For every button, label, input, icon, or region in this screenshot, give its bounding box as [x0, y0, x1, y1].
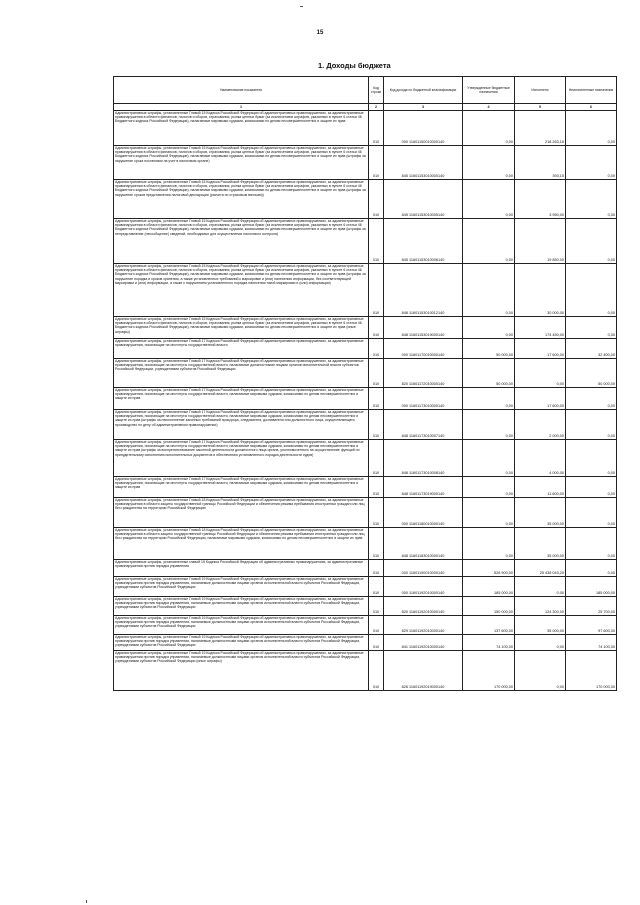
- budget-code-cell: 845 11601153010000140: [384, 146, 463, 180]
- line-code-cell: 010: [369, 219, 384, 264]
- table-row: [114, 317, 617, 339]
- header-name: Наименование показателя: [114, 77, 369, 104]
- page-number: 15: [316, 30, 324, 36]
- executed-cell: 17 600,00: [515, 339, 566, 359]
- budget-code-cell: 826 11601192019000140: [384, 651, 463, 691]
- header-line-code: Код строки: [369, 77, 384, 104]
- indicator-name-cell: Административные штрафы, установленные Главой 15 Кодекса Российской Федерации об административных правонарушениях, за административные правонарушения в области финансов, налогов и сборов, страхования, рынка ценных бумаг (за исключением штрафов, указанных в пункте 6 статьи 46 Бюджетного кодекса Российской Федерации), налагаемые мировыми судьями, комиссиями по делам несовершеннолетних и защите их прав (иные штрафы): [114, 317, 369, 339]
- scan-mark: [300, 6, 303, 7]
- indicator-name-cell: Административные штрафы, установленные Главой 15 Кодекса Российской Федерации об административных правонарушениях, за административные правонарушения в области финансов, налогов и сборов, страхования, рынка ценных бумаг (за исключением штрафов, указанных в пункте 6 статьи 46 Бюджетного кодекса Российской Федерации), налагаемые мировыми судьями, комиссиями по делам несовершеннолетних и защите их прав: [114, 111, 369, 146]
- indicator-name-cell: Административные штрафы, установленные Главой 19 Кодекса Российской Федерации об административных правонарушениях, за административные правонарушения против порядка управления, налагаемые должностными лицами органов исполнительной власти субъектов Российской Федерации, учреждениями субъектов Российской Федерации: [114, 577, 369, 597]
- unexecuted-cell: 0,00: [566, 498, 617, 528]
- budget-code-cell: 000 11601190010000140: [384, 560, 463, 577]
- approved-cell: 137 600,00: [463, 616, 515, 635]
- executed-cell: 19 850,00: [515, 219, 566, 264]
- column-number: 6: [566, 104, 617, 111]
- table-row: [114, 616, 617, 635]
- executed-cell: 174 450,00: [515, 317, 566, 339]
- section-title: 1. Доходы бюджета: [318, 61, 391, 70]
- header-budget-code: Код дохода по бюджетной классификации: [384, 77, 463, 104]
- unexecuted-cell: 0,00: [566, 560, 617, 577]
- indicator-name-cell: Административные штрафы, установленные Главой 17 Кодекса Российской Федерации об административных правонарушениях, за административные правонарушения, посягающие на институты государственной власти, налагаемые должностными лицами органов исполнительной власти субъектов Российской Федерации, учреждениями субъектов Российской Федерации: [114, 359, 369, 388]
- budget-code-cell: 000 11601150010000140: [384, 111, 463, 146]
- table-row: [114, 111, 617, 146]
- budget-code-cell: 845 11601153010005140: [384, 180, 463, 219]
- executed-cell: 0,00: [515, 577, 566, 597]
- line-code-cell: 010: [369, 264, 384, 317]
- approved-cell: 0,00: [463, 317, 515, 339]
- approved-cell: 0,00: [463, 264, 515, 317]
- approved-cell: 150 000,00: [463, 597, 515, 616]
- table-row: [114, 440, 617, 477]
- approved-cell: 0,00: [463, 528, 515, 560]
- line-code-cell: 010: [369, 651, 384, 691]
- table-row: [114, 498, 617, 528]
- table-header-row: [114, 77, 617, 104]
- line-code-cell: 010: [369, 498, 384, 528]
- line-code-cell: 010: [369, 339, 384, 359]
- approved-cell: 185 000,00: [463, 577, 515, 597]
- approved-cell: 50 000,00: [463, 359, 515, 388]
- indicator-name-cell: Административные штрафы, установленные Главой 19 Кодекса Российской Федерации об административных правонарушениях, за административные правонарушения против порядка управления, налагаемые должностными лицами органов исполнительной власти субъектов Российской Федерации, учреждениями субъектов Российской Федерации: [114, 616, 369, 635]
- table-row: [114, 635, 617, 651]
- approved-cell: 0,00: [463, 440, 515, 477]
- approved-cell: 0,00: [463, 219, 515, 264]
- budget-code-cell: 848 11601153010012140: [384, 264, 463, 317]
- column-number: 5: [515, 104, 566, 111]
- table-row: [114, 477, 617, 498]
- column-number: 4: [463, 104, 515, 111]
- unexecuted-cell: 32 400,00: [566, 339, 617, 359]
- budget-code-cell: 848 11601173019000140: [384, 477, 463, 498]
- executed-cell: 30 000,00: [515, 264, 566, 317]
- budget-code-cell: 829 11601192010000140: [384, 616, 463, 635]
- line-code-cell: 010: [369, 180, 384, 219]
- line-code-cell: 010: [369, 597, 384, 616]
- budget-code-cell: 000 11601192010000140: [384, 577, 463, 597]
- line-code-cell: 010: [369, 477, 384, 498]
- column-numbers-row: [114, 104, 617, 111]
- line-code-cell: 010: [369, 388, 384, 410]
- indicator-name-cell: Административные штрафы, установленные Главой 18 Кодекса Российской Федерации об административных правонарушениях, за административные правонарушения в области защиты государственной границы Российской Федерации и обеспечения режима пребывания иностранных граждан или лиц без гражданства на территории Российской Федерации: [114, 498, 369, 528]
- unexecuted-cell: 0,00: [566, 180, 617, 219]
- scan-mark: [86, 900, 87, 903]
- line-code-cell: 010: [369, 528, 384, 560]
- table-row: [114, 577, 617, 597]
- executed-cell: 25 438 043,20: [515, 560, 566, 577]
- executed-cell: 124 300,00: [515, 597, 566, 616]
- unexecuted-cell: 0,00: [566, 111, 617, 146]
- approved-cell: 526 900,00: [463, 560, 515, 577]
- executed-cell: 0,00: [515, 651, 566, 691]
- executed-cell: 2 000,00: [515, 410, 566, 440]
- indicator-name-cell: Административные штрафы, установленные Главой 17 Кодекса Российской Федерации об административных правонарушениях, за административные правонарушения, посягающие на институты государственной власти, налагаемые мировыми судьями, комиссиями по делам несовершеннолетних и защите их прав: [114, 477, 369, 498]
- table-row: [114, 339, 617, 359]
- table-row: [114, 359, 617, 388]
- approved-cell: 0,00: [463, 388, 515, 410]
- line-code-cell: 010: [369, 560, 384, 577]
- indicator-name-cell: Административные штрафы, установленные Главой 15 Кодекса Российской Федерации об административных правонарушениях, за административные правонарушения в области финансов, налогов и сборов, страхования, рынка ценных бумаг (за исключением штрафов, указанных в пункте 6 статьи 46 Бюджетного кодекса Российской Федерации), налагаемые мировыми судьями, комиссиями по делам несовершеннолетних и защите их прав (штрафы за нарушение сроков представления налоговой декларации (расчета по страховым взносам)): [114, 180, 369, 219]
- unexecuted-cell: 170 000,00: [566, 651, 617, 691]
- indicator-name-cell: Административные штрафы, установленные Главой 15 Кодекса Российской Федерации об административных правонарушениях, за административные правонарушения в области финансов, налогов и сборов, страхования, рынка ценных бумаг (за исключением штрафов, указанных в пункте 6 статьи 46 Бюджетного кодекса Российской Федерации), налагаемые мировыми судьями, комиссиями по делам несовершеннолетних и защите их прав (штрафы за нарушение порядка и сроков хранения, а также установленных требований к маркировке и (или) нанесению информации, без соответствующей маркировки и (или) информации, а также с нарушением установленного порядка нанесения такой маркировки и (или) информации): [114, 264, 369, 317]
- header-unexecuted: Неисполненные назначения: [566, 77, 617, 104]
- executed-cell: 35 000,00: [515, 498, 566, 528]
- table-row: [114, 528, 617, 560]
- budget-code-cell: 848 11601153019000140: [384, 317, 463, 339]
- executed-cell: 11 600,00: [515, 477, 566, 498]
- line-code-cell: 010: [369, 146, 384, 180]
- indicator-name-cell: Административные штрафы, установленные Главой 18 Кодекса Российской Федерации об административных правонарушениях, за административные правонарушения в области защиты государственной границы Российской Федерации и обеспечения режима пребывания иностранных граждан или лиц без гражданства на территории Российской Федерации, налагаемые мировыми судьями, комиссиями по делам несовершеннолетних и защите их прав: [114, 528, 369, 560]
- executed-cell: 17 600,00: [515, 388, 566, 410]
- table-row: [114, 219, 617, 264]
- executed-cell: 35 000,00: [515, 616, 566, 635]
- approved-cell: 170 000,00: [463, 651, 515, 691]
- line-code-cell: 010: [369, 410, 384, 440]
- approved-cell: 0,00: [463, 180, 515, 219]
- table-row: [114, 560, 617, 577]
- table-row: [114, 597, 617, 616]
- column-number: 1: [114, 104, 369, 111]
- approved-cell: 0,00: [463, 111, 515, 146]
- indicator-name-cell: Административные штрафы, установленные Главой 19 Кодекса Российской Федерации об административных правонарушениях, за административные правонарушения против порядка управления, налагаемые должностными лицами органов исполнительной власти субъектов Российской Федерации, учреждениями субъектов Российской Федерации: [114, 597, 369, 616]
- table-row: [114, 180, 617, 219]
- unexecuted-cell: 0,00: [566, 528, 617, 560]
- unexecuted-cell: 0,00: [566, 477, 617, 498]
- table-row: [114, 264, 617, 317]
- table-row: [114, 388, 617, 410]
- executed-cell: 0,00: [515, 359, 566, 388]
- budget-code-cell: 848 11601173010008140: [384, 440, 463, 477]
- budget-code-cell: 845 11601153010006140: [384, 219, 463, 264]
- budget-code-cell: 000 11601170010000140: [384, 339, 463, 359]
- budget-code-cell: 820 11601172010000140: [384, 359, 463, 388]
- line-code-cell: 010: [369, 616, 384, 635]
- executed-cell: 35 000,00: [515, 528, 566, 560]
- line-code-cell: 010: [369, 111, 384, 146]
- unexecuted-cell: 25 700,00: [566, 597, 617, 616]
- unexecuted-cell: 97 600,00: [566, 616, 617, 635]
- approved-cell: 74 100,00: [463, 635, 515, 651]
- budget-code-cell: 841 11601192010000140: [384, 635, 463, 651]
- unexecuted-cell: 0,00: [566, 264, 617, 317]
- indicator-name-cell: Административные штрафы, установленные главой 19 Кодекса Российской Федерации об административных правонарушениях, за административные правонарушения против порядка управления: [114, 560, 369, 577]
- executed-cell: 393,15: [515, 146, 566, 180]
- budget-code-cell: 848 11601173010007140: [384, 410, 463, 440]
- unexecuted-cell: 0,00: [566, 388, 617, 410]
- line-code-cell: 010: [369, 359, 384, 388]
- approved-cell: 0,00: [463, 477, 515, 498]
- budget-code-cell: 848 11601183010000140: [384, 528, 463, 560]
- indicator-name-cell: Административные штрафы, установленные Главой 15 Кодекса Российской Федерации об административных правонарушениях, за административные правонарушения в области финансов, налогов и сборов, страхования, рынка ценных бумаг (за исключением штрафов, указанных в пункте 6 статьи 46 Бюджетного кодекса Российской Федерации), налагаемые мировыми судьями, комиссиями по делам несовершеннолетних и защите их прав (штрафы за непредставление (несообщение) сведений, необходимых для осуществления налогового контроля): [114, 219, 369, 264]
- executed-cell: 4 000,00: [515, 440, 566, 477]
- budget-code-cell: 000 11601173010000140: [384, 388, 463, 410]
- column-number: 2: [369, 104, 384, 111]
- approved-cell: 0,00: [463, 498, 515, 528]
- indicator-name-cell: Административные штрафы, установленные Главой 19 Кодекса Российской Федерации об административных правонарушениях, за административные правонарушения против порядка управления, налагаемые должностными лицами органов исполнительной власти субъектов Российской Федерации, учреждениями субъектов Российской Федерации: [114, 635, 369, 651]
- table-row: [114, 146, 617, 180]
- column-number: 3: [384, 104, 463, 111]
- unexecuted-cell: 50 000,00: [566, 359, 617, 388]
- table-row: [114, 410, 617, 440]
- header-approved: Утвержденные бюджетные назначения: [463, 77, 515, 104]
- indicator-name-cell: Административные штрафы, установленные Главой 15 Кодекса Российской Федерации об административных правонарушениях, за административные правонарушения в области финансов, налогов и сборов, страхования, рынка ценных бумаг (за исключением штрафов, указанных в пункте 6 статьи 46 Бюджетного кодекса Российской Федерации), налагаемые мировыми судьями, комиссиями по делам несовершеннолетних и защите их прав (штрафы за нарушение срока постановки на учет в налоговом органе): [114, 146, 369, 180]
- indicator-name-cell: Административные штрафы, установленные Главой 17 Кодекса Российской Федерации об административных правонарушениях, за административные правонарушения, посягающие на институты государственной власти: [114, 339, 369, 359]
- unexecuted-cell: 0,00: [566, 440, 617, 477]
- header-executed: Исполнено: [515, 77, 566, 104]
- indicator-name-cell: Административные штрафы, установленные Главой 17 Кодекса Российской Федерации об административных правонарушениях, за административные правонарушения, посягающие на институты государственной власти, налагаемые мировыми судьями, комиссиями по делам несовершеннолетних и защите их прав: [114, 388, 369, 410]
- executed-cell: 3 950,00: [515, 180, 566, 219]
- approved-cell: 50 000,00: [463, 339, 515, 359]
- indicator-name-cell: Административные штрафы, установленные Главой 19 Кодекса Российской Федерации об административных правонарушениях, за административные правонарушения против порядка управления, налагаемые должностными лицами органов исполнительной власти субъектов Российской Федерации, учреждениями субъектов Российской Федерации (иные штрафы): [114, 651, 369, 691]
- executed-cell: 0,00: [515, 635, 566, 651]
- income-table: [113, 76, 617, 691]
- unexecuted-cell: 74 100,00: [566, 635, 617, 651]
- unexecuted-cell: 185 000,00: [566, 577, 617, 597]
- indicator-name-cell: Административные штрафы, установленные Главой 17 Кодекса Российской Федерации об административных правонарушениях, за административные правонарушения, посягающие на институты государственной власти, налагаемые мировыми судьями, комиссиями по делам несовершеннолетних и защите их прав (штрафы за воспрепятствование законной деятельности должностного лица органа, уполномоченного на осуществление функций по принудительному исполнению исполнительных документов и обеспечению установленного порядка деятельности судов): [114, 440, 369, 477]
- line-code-cell: 010: [369, 317, 384, 339]
- unexecuted-cell: 0,00: [566, 410, 617, 440]
- budget-code-cell: 000 11601180010000140: [384, 498, 463, 528]
- unexecuted-cell: 0,00: [566, 317, 617, 339]
- approved-cell: 0,00: [463, 146, 515, 180]
- unexecuted-cell: 0,00: [566, 219, 617, 264]
- approved-cell: 0,00: [463, 410, 515, 440]
- budget-code-cell: 820 11601192010000140: [384, 597, 463, 616]
- line-code-cell: 010: [369, 577, 384, 597]
- unexecuted-cell: 0,00: [566, 146, 617, 180]
- line-code-cell: 010: [369, 440, 384, 477]
- indicator-name-cell: Административные штрафы, установленные Главой 17 Кодекса Российской Федерации об административных правонарушениях, за административные правонарушения, посягающие на институты государственной власти, налагаемые мировыми судьями, комиссиями по делам несовершеннолетних и защите их прав (штрафы за неисполнение законных требований прокурора, следователя, дознавателя или должностного лица, осуществляющего производство по делу об административном правонарушении): [114, 410, 369, 440]
- executed-cell: 218 263,16: [515, 111, 566, 146]
- line-code-cell: 010: [369, 635, 384, 651]
- table-row: [114, 651, 617, 691]
